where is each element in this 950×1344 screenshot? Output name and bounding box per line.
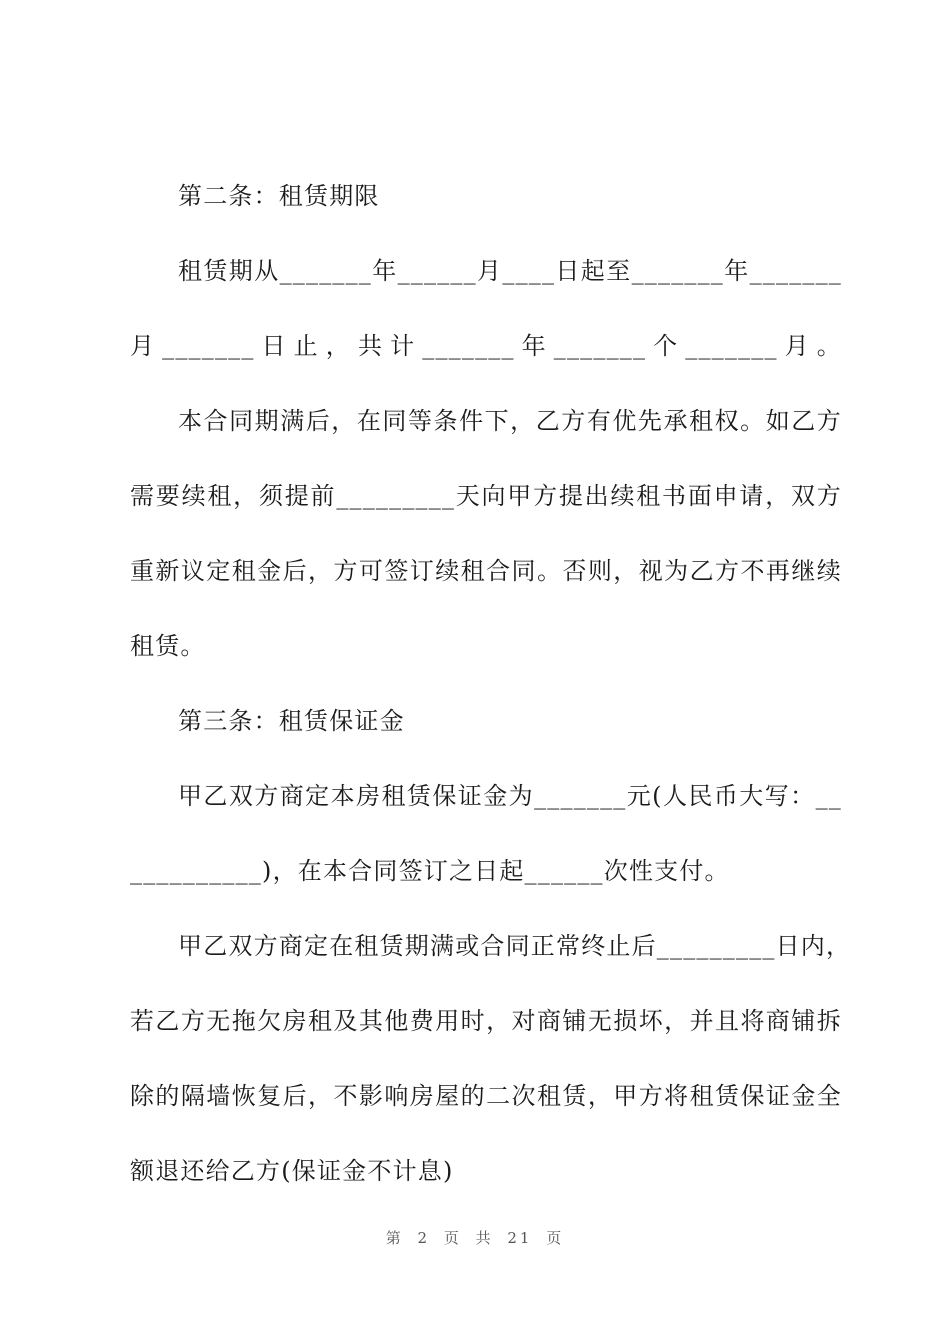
paragraph-line: 租赁。 [130, 632, 206, 660]
section-heading-deposit: 第三条：租赁保证金 [178, 707, 405, 735]
paragraph-line: 需要续租，须提前_________天向甲方提出续租书面申请，双方 [130, 482, 842, 510]
paragraph-line: 额退还给乙方(保证金不计息) [130, 1157, 454, 1185]
paragraph-line: 本合同期满后，在同等条件下，乙方有优先承租权。如乙方 [178, 407, 842, 435]
section-heading-lease-term: 第二条：租赁期限 [178, 182, 380, 210]
paragraph-line: __________)，在本合同签订之日起______次性支付。 [130, 857, 730, 885]
paragraph-line: 甲乙双方商定本房租赁保证金为_______元(人民币大写：__ [178, 782, 842, 810]
paragraph-line: 重新议定租金后，方可签订续租合同。否则，视为乙方不再继续 [130, 557, 842, 585]
paragraph-line: 月_______日止，共计_______年_______个_______月。 [130, 332, 842, 360]
paragraph-line: 甲乙双方商定在租赁期满或合同正常终止后_________日内， [178, 932, 852, 960]
paragraph-line: 若乙方无拖欠房租及其他费用时，对商铺无损坏，并且将商铺拆 [130, 1007, 842, 1035]
page-number-footer: 第 2 页 共 21 页 [385, 1229, 565, 1247]
paragraph-line: 除的隔墙恢复后，不影响房屋的二次租赁，甲方将租赁保证金全 [130, 1082, 842, 1110]
paragraph-line: 租赁期从_______年______月____日起至_______年_______ [178, 257, 842, 285]
